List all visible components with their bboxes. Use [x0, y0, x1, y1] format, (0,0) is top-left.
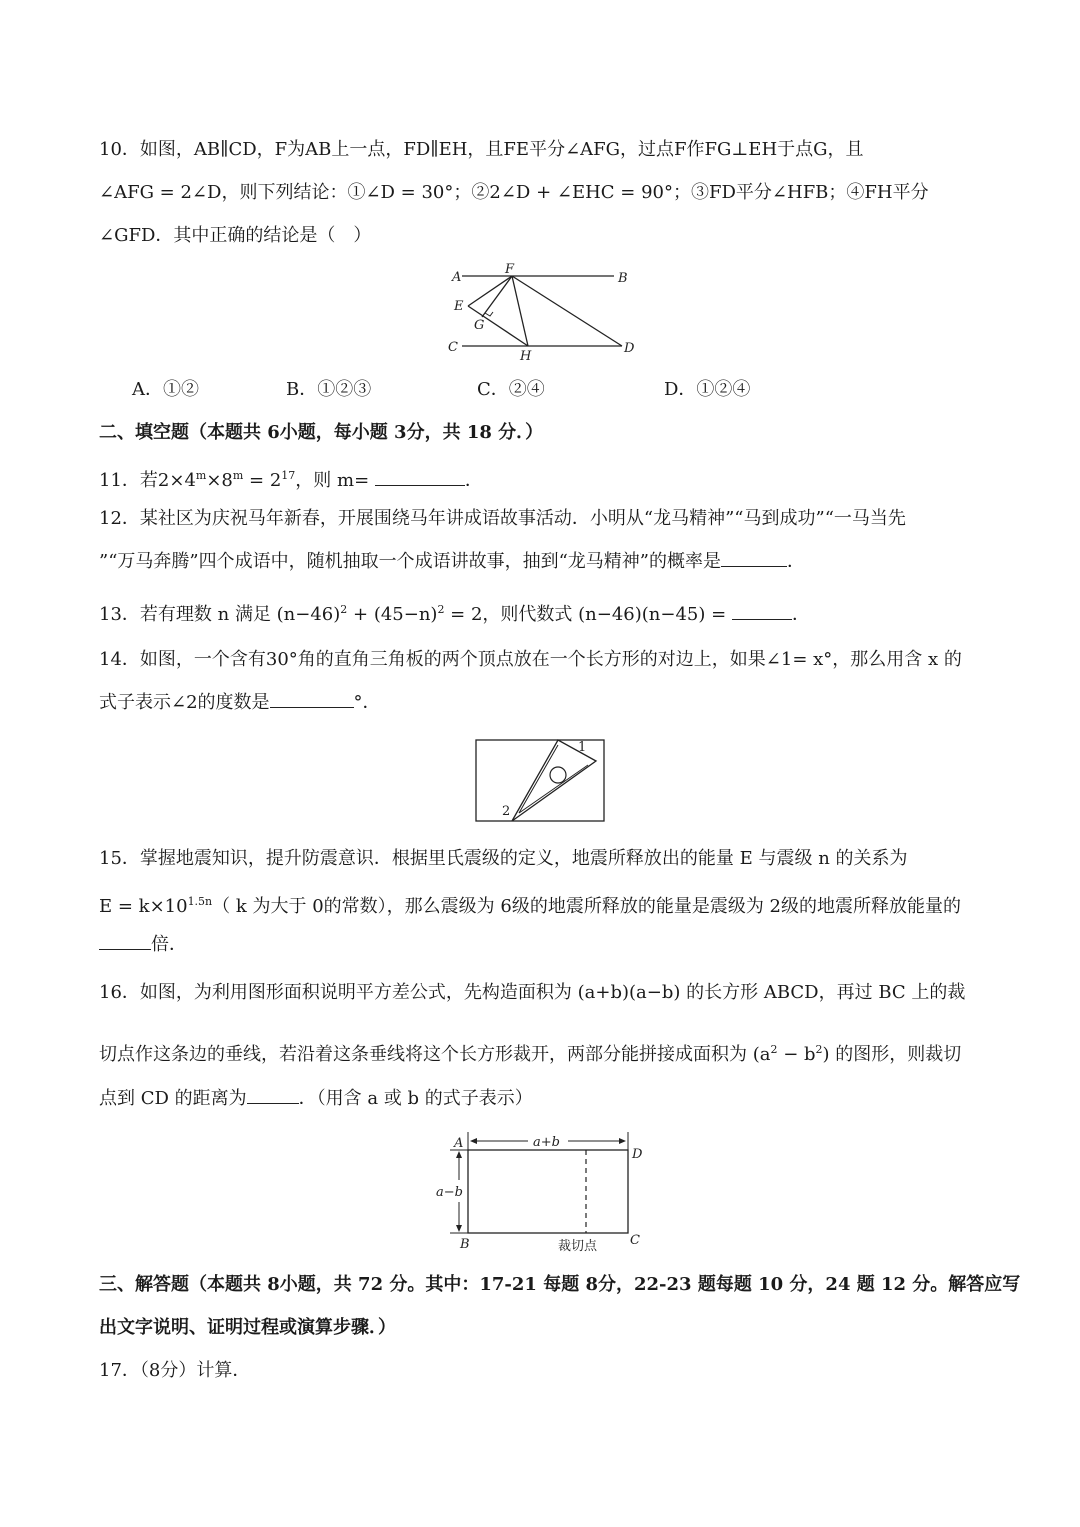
- q16-answer-blank[interactable]: [247, 1087, 299, 1104]
- fig10-label-e: E: [454, 299, 464, 314]
- q14-figure: [474, 737, 610, 825]
- q16-sup1: 2: [770, 1043, 778, 1056]
- q14-line2-text: 式子表示∠2的度数是: [99, 692, 270, 713]
- q15-line3: [99, 933, 187, 957]
- q11-mid2: = 2: [243, 470, 282, 491]
- q15-line3-text: 倍．: [151, 934, 187, 955]
- fig16-label-top: a+b: [533, 1135, 560, 1150]
- q16-line2: [99, 1038, 961, 1067]
- q11-answer-blank[interactable]: [375, 469, 465, 486]
- q13-sup2: 2: [437, 603, 445, 616]
- q13-sup1: 2: [340, 603, 348, 616]
- fig10-label-a: A: [452, 270, 462, 285]
- q10-line3: ∠GFD．其中正确的结论是（ ）: [99, 225, 372, 246]
- q11-mid1: ×8: [206, 470, 233, 491]
- fig16-label-d: D: [632, 1147, 643, 1162]
- q10-line2: ∠AFG = 2∠D，则下列结论：①∠D = 30°；②2∠D + ∠EHC = 90°；③FD平分∠HFB；④FH平分: [99, 182, 929, 203]
- fig10-label-g: G: [474, 318, 485, 333]
- q15-formula: E = k×10: [99, 896, 188, 917]
- q17-line: 17．（8分）计算．: [99, 1360, 251, 1381]
- q14-line2: [99, 691, 381, 715]
- fig10-label-c: C: [448, 340, 458, 355]
- q10-figure: [440, 262, 650, 367]
- q14-line2-end: °．: [353, 692, 381, 713]
- q16-line3-text: 点到 CD 的距离为: [99, 1088, 247, 1109]
- q12-line2-text: ”“万马奔腾”四个成语中，随机抽取一个成语讲故事，抽到“龙马精神”的概率是: [99, 551, 722, 572]
- fig16-label-a: A: [454, 1136, 464, 1151]
- q13-line: [99, 598, 810, 627]
- q15-answer-blank[interactable]: [99, 933, 151, 950]
- q11-sup1: m: [195, 469, 207, 482]
- q16-line2-end: ) 的图形，则裁切: [822, 1044, 962, 1065]
- q13-mid2: = 2，则代数式 (n−46)(n−45) =: [444, 604, 732, 625]
- q16-line3-end: ．（用含 a 或 b 的式子表示）: [298, 1088, 533, 1109]
- q12-line1: 12．某社区为庆祝马年新春，开展围绕马年讲成语故事活动．小明从“龙马精神”“马到成功”“一马当先: [99, 508, 906, 529]
- q16-figure: [432, 1128, 652, 1256]
- q13-mid: + (45−n): [347, 604, 438, 625]
- fig10-label-f: F: [505, 262, 515, 277]
- section3-heading-line1: 三、解答题（本题共 8小题，共 72 分。其中：17-21 每题 8分，22-23 题每题 10 分，24 题 12 分。解答应写: [99, 1274, 1021, 1295]
- q10-option-a[interactable]: A．①②: [132, 379, 199, 400]
- q10-option-d[interactable]: D．①②④: [664, 379, 751, 400]
- q13-end: ．: [791, 604, 810, 625]
- q15-line2: [99, 890, 961, 919]
- fig10-label-d: D: [624, 341, 635, 356]
- q10-option-b[interactable]: B．①②③: [286, 379, 372, 400]
- q10-line1: 10．如图，AB∥CD，F为AB上一点，FD∥EH，且FE平分∠AFG，过点F作FG⊥EH于点G，且: [99, 139, 864, 160]
- q11-prefix: 11．若2×4: [99, 470, 196, 491]
- q16-line2-mid: − b: [777, 1044, 816, 1065]
- q11-end: ．: [464, 470, 483, 491]
- fig10-label-b: B: [618, 271, 628, 286]
- q16-line3: [99, 1087, 533, 1111]
- q11-suffix: ，则 m=: [295, 470, 375, 491]
- q10-option-c[interactable]: C．②④: [477, 379, 545, 400]
- q11-sup2: m: [232, 469, 244, 482]
- q16-line2-text: 切点作这条边的垂线，若沿着这条垂线将这个长方形裁开，两部分能拼接成面积为 (a: [99, 1044, 771, 1065]
- section2-heading: 二、填空题（本题共 6小题，每小题 3分，共 18 分．）: [99, 422, 544, 443]
- section3-heading-line2: 出文字说明、证明过程或演算步骤．）: [99, 1317, 396, 1338]
- q14-line1: 14．如图，一个含有30°角的直角三角板的两个顶点放在一个长方形的对边上，如果∠1= x°，那么用含 x 的: [99, 649, 962, 670]
- q12-answer-blank[interactable]: [721, 550, 787, 567]
- q15-line2-text: （ k 为大于 0的常数），那么震级为 6级的地震所释放的能量是震级为 2级的地震所释放能量的: [212, 896, 962, 917]
- q16-line1: 16．如图，为利用图形面积说明平方差公式，先构造面积为 (a+b)(a−b) 的长方形 ABCD，再过 BC 上的裁: [99, 982, 966, 1003]
- fig16-label-left: a−b: [436, 1185, 463, 1200]
- fig14-label-2: 2: [502, 804, 511, 819]
- fig16-label-c: C: [630, 1233, 640, 1248]
- q14-answer-blank[interactable]: [270, 691, 354, 708]
- q16-sup2: 2: [815, 1043, 823, 1056]
- fig16-label-cut: 裁切点: [558, 1239, 598, 1254]
- q11-line: [99, 464, 483, 493]
- q13-prefix: 13．若有理数 n 满足 (n−46): [99, 604, 341, 625]
- fig14-label-1: 1: [578, 740, 587, 755]
- q11-sup3: 17: [281, 469, 296, 482]
- q15-exponent: 1.5n: [187, 895, 213, 908]
- q12-line2-end: ．: [787, 551, 806, 572]
- q15-line1: 15．掌握地震知识，提升防震意识．根据里氏震级的定义，地震所释放出的能量 E 与震级 n 的关系为: [99, 848, 908, 869]
- fig16-label-b: B: [460, 1237, 470, 1252]
- q13-answer-blank[interactable]: [732, 603, 792, 620]
- q12-line2: [99, 550, 805, 574]
- fig10-label-h: H: [520, 349, 532, 364]
